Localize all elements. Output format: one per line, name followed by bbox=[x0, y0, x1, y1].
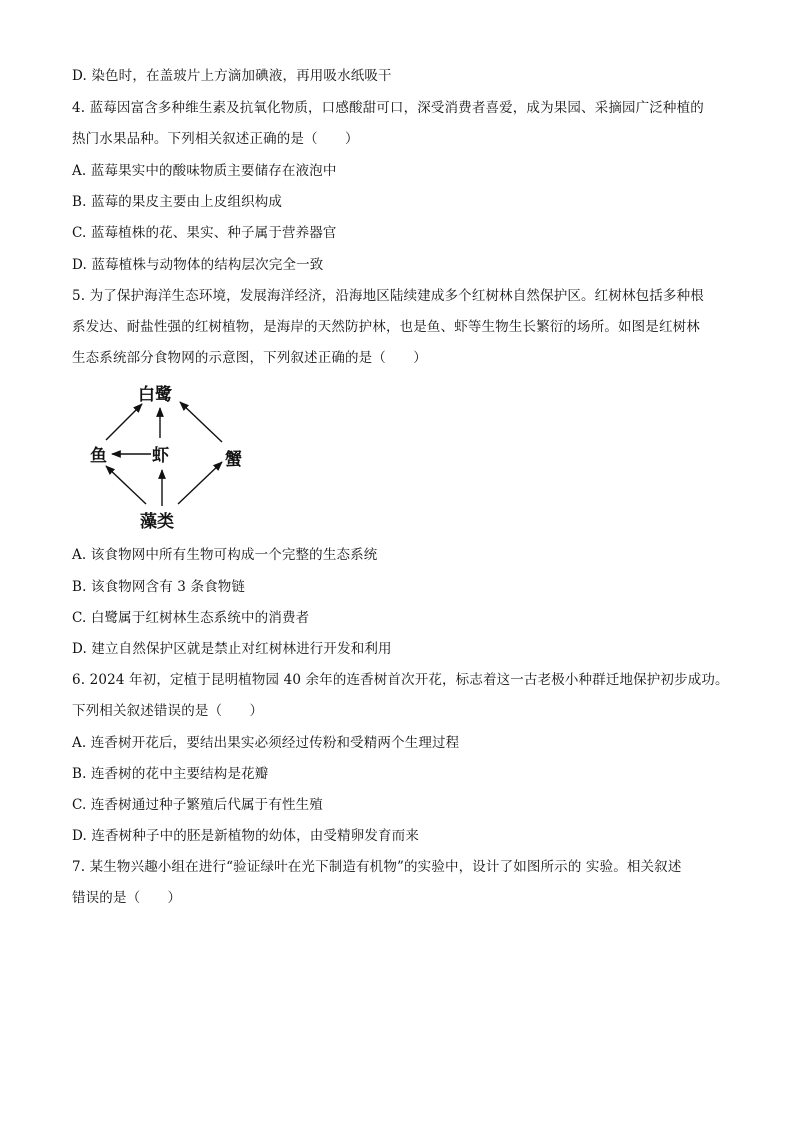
question-5-stem-line-1: 5. 为了保护海洋生态环境，发展海洋经济，沿海地区陆续建成多个红树林自然保护区。红树林包括多种根 bbox=[72, 288, 704, 304]
option-5c: C. 白鹭属于红树林生态系统中的消费者 bbox=[72, 610, 310, 626]
option-6d: D. 连香树种子中的胚是新植物的幼体，由受精卵发育而来 bbox=[72, 828, 419, 844]
option-4a: A. 蓝莓果实中的酸味物质主要储存在液泡中 bbox=[72, 163, 337, 179]
option-4c: C. 蓝莓植株的花、果实、种子属于营养器官 bbox=[72, 225, 337, 241]
arrow-algae-to-fish bbox=[106, 466, 146, 504]
question-4-stem-line-1: 4. 蓝莓因富含多种维生素及抗氧化物质，口感酸甜可口，深受消费者喜爱，成为果园、采摘园广泛种植的 bbox=[72, 100, 704, 116]
option-5d: D. 建立自然保护区就是禁止对红树林进行开发和利用 bbox=[72, 641, 392, 657]
question-5-stem-line-2: 系发达、耐盐性强的红树植物，是海岸的天然防护林，也是鱼、虾等生物生长繁衍的场所。如图是红树林 bbox=[72, 319, 700, 335]
option-4d: D. 蓝莓植株与动物体的结构层次完全一致 bbox=[72, 257, 324, 273]
shrimp-label: 虾 bbox=[152, 446, 169, 466]
option-6a: A. 连香树开花后，要结出果实必须经过传粉和受精两个生理过程 bbox=[72, 735, 460, 751]
option-6b: B. 连香树的花中主要结构是花瓣 bbox=[72, 766, 269, 782]
fish-label: 鱼 bbox=[90, 446, 107, 466]
question-4-stem-line-2: 热门水果品种。下列相关叙述正确的是（ ） bbox=[72, 131, 359, 147]
arrow-algae-to-crab bbox=[178, 462, 222, 504]
option-3d: D. 染色时，在盖玻片上方滴加碘液，再用吸水纸吸干 bbox=[72, 68, 392, 84]
option-5a: A. 该食物网中所有生物可构成一个完整的生态系统 bbox=[72, 547, 378, 563]
option-6c: C. 连香树通过种子繁殖后代属于有性生殖 bbox=[72, 797, 323, 813]
arrow-crab-to-egret bbox=[180, 402, 222, 442]
option-5b: B. 该食物网含有 3 条食物链 bbox=[72, 579, 246, 595]
option-4b: B. 蓝莓的果皮主要由上皮组织构成 bbox=[72, 194, 283, 210]
arrow-fish-to-egret bbox=[106, 404, 142, 440]
question-7-stem-line-2: 错误的是（ ） bbox=[72, 890, 182, 906]
algae-label: 藻类 bbox=[140, 512, 174, 532]
crab-label: 蟹 bbox=[225, 450, 242, 470]
question-5-stem-line-3: 生态系统部分食物网的示意图，下列叙述正确的是（ ） bbox=[72, 350, 427, 366]
question-7-stem-line-1: 7. 某生物兴趣小组在进行“验证绿叶在光下制造有机物”的实验中，设计了如图所示的 实验。相关叙述 bbox=[72, 859, 682, 875]
question-6-stem-line-1: 6. 2024 年初，定植于昆明植物园 40 余年的连香树首次开花，标志着这一古老极小种群迁地保护初步成功。 bbox=[72, 672, 729, 688]
question-6-stem-line-2: 下列相关叙述错误的是（ ） bbox=[72, 703, 264, 719]
food-web-diagram bbox=[80, 378, 255, 533]
egret-label: 白鹭 bbox=[138, 385, 172, 405]
